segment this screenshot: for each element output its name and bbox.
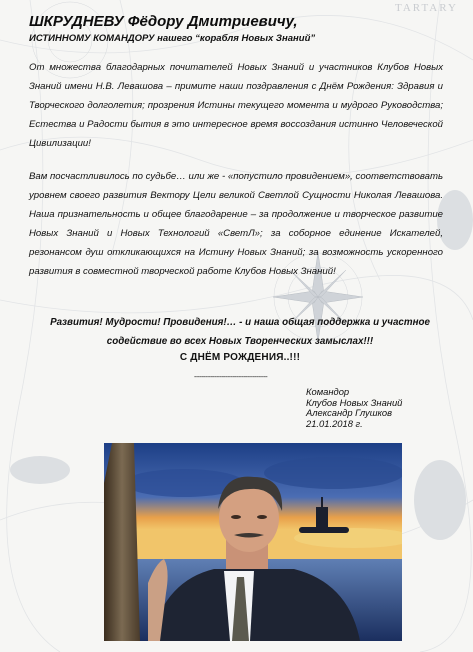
paragraph-2: Вам посчастливилось по судьбе… или же - «попустило провидением», соответствовать уровнем своего развития Вектору Цели великой Светлой Сущности Николая Левашова. Наша признательность и общее благодарение – за продолжение и творческое развитие Новых Знаний и Новых Технологий «СветЛ»; за соборное единение Искателей, резонансом душ откликающихся на Истину Новых Знаний; за возможность ускоренного развития в совместной творческой работе Клубов Новых Знаний!: [29, 171, 443, 277]
portrait-photo: [104, 443, 402, 641]
divider-line: ----------------------------------------: [194, 374, 268, 381]
signature-date: 21.01.2018 г.: [306, 417, 363, 429]
signature-block: [306, 387, 402, 429]
signature-role: Командор: [306, 386, 350, 397]
paragraph-1: От множества благодарных почитателей Новых Знаний и участников Клубов Новых Знаний имени Н.В. Левашова – примите наши поздравления с Днём Рождения: Здравия и Творческого долголетия; прозрения Истины текущего момента и мудрого Руководства; Естества и Радости бытия в это интересное время воссоздания истинно Человеческой Цивилизации!: [29, 62, 443, 149]
map-label: TARTARY: [395, 2, 458, 14]
closing-wishes: Развития! Мудрости! Провидения!… - и наша общая поддержка и участное содействие во всех Новых Творенческих замыслах!!!: [50, 317, 430, 347]
letter-title: ШКРУДНЕВУ Фёдору Дмитриевичу,: [29, 13, 298, 30]
signature-name: Александр Глушков: [306, 407, 393, 418]
signature-org: Клубов Новых Знаний: [306, 396, 403, 408]
letter-subtitle: ИСТИННОМУ КОМАНДОРУ нашего “корабля Новых Знаний”: [29, 33, 316, 44]
birthday-greeting: С ДНЁМ РОЖДЕНИЯ..!!!: [179, 352, 301, 363]
